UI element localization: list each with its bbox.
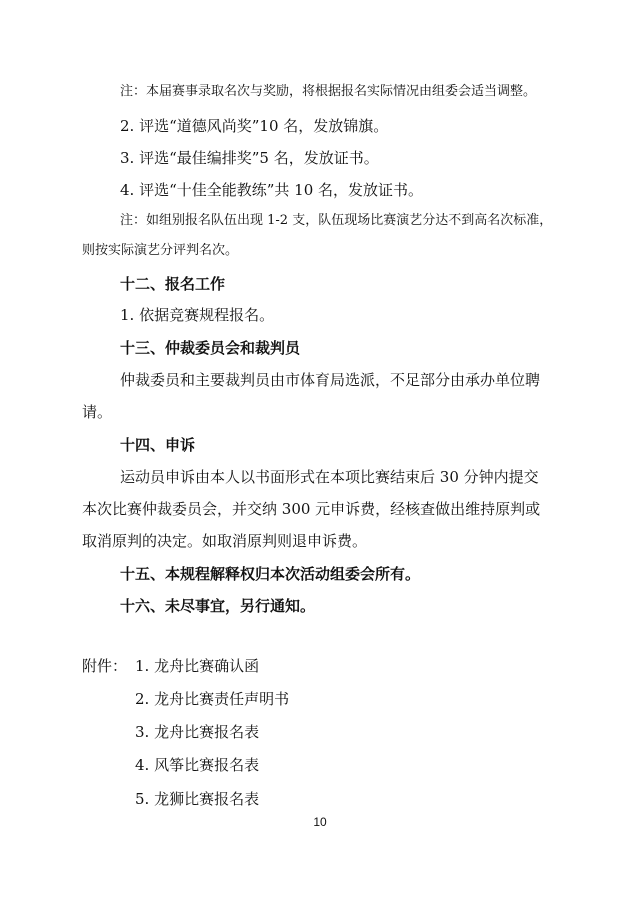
section-15-heading: 十五、本规程解释权归本次活动组委会所有。 [120,565,421,583]
note-group-rule-line2: 则按实际演艺分评判名次。 [82,243,239,258]
section-13-heading: 十三、仲裁委员会和裁判员 [120,339,301,357]
attachment-item-3: 3. 龙舟比赛报名表 [135,723,260,741]
award-item-4: 4. 评选“十佳全能教练”共 10 名，发放证书。 [120,181,424,199]
note-ranking-adjustment: 注：本届赛事录取名次与奖励，将根据报名实际情况由组委会适当调整。 [120,84,537,99]
award-item-3: 3. 评选“最佳编排奖”5 名，发放证书。 [120,149,379,167]
section-16-heading: 十六、未尽事宜，另行通知。 [120,597,316,615]
section-14-heading: 十四、申诉 [120,436,196,454]
section-13-paragraph-line1: 仲裁委员和主要裁判员由市体育局选派，不足部分由承办单位聘 [120,371,541,389]
attachment-item-4: 4. 风筝比赛报名表 [135,756,260,774]
attachment-item-5: 5. 龙狮比赛报名表 [135,790,260,808]
section-12-heading: 十二、报名工作 [120,275,226,293]
section-12-item: 1. 依据竞赛规程报名。 [120,306,275,324]
note-group-rule-line1: 注：如组别报名队伍出现 1-2 支，队伍现场比赛演艺分达不到高名次标准， [120,213,553,228]
page-number: 10 [313,815,327,829]
award-item-2: 2. 评选“道德风尚奖”10 名，发放锦旗。 [120,117,389,135]
section-14-paragraph-line1: 运动员申诉由本人以书面形式在本项比赛结束后 30 分钟内提交 [120,468,539,486]
attachments-label: 附件： [82,657,128,675]
attachment-item-1: 1. 龙舟比赛确认函 [135,657,260,675]
attachment-item-2: 2. 龙舟比赛责任声明书 [135,690,290,708]
section-14-paragraph-line2: 本次比赛仲裁委员会，并交纳 300 元申诉费，经核查做出维持原判或 [82,500,541,518]
section-14-paragraph-line3: 取消原判的决定。如取消原判则退申诉费。 [82,532,368,550]
section-13-paragraph-line2: 请。 [82,403,113,421]
